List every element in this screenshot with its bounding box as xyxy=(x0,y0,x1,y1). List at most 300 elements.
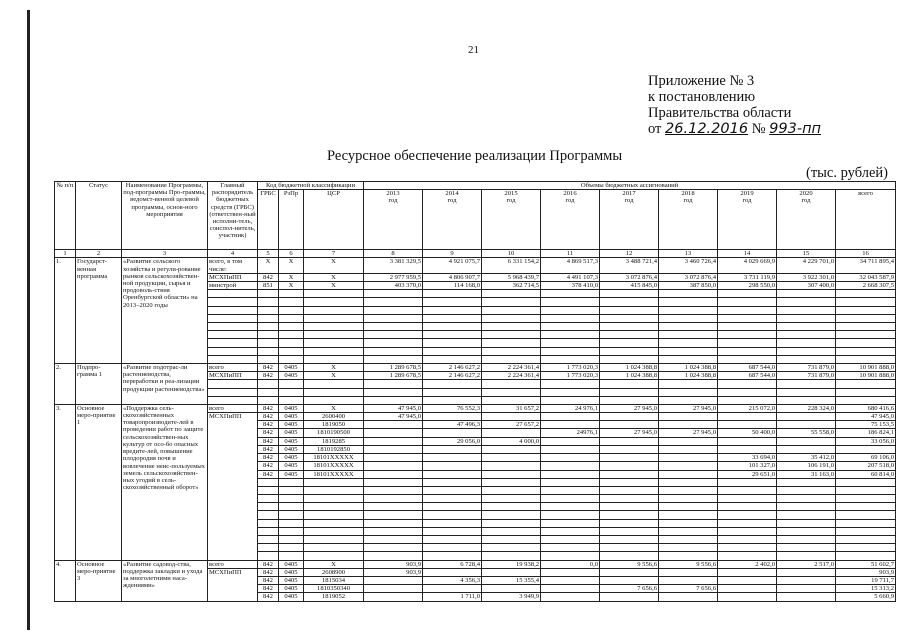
value-cell: 15 313,2 xyxy=(836,585,896,593)
empty-cell xyxy=(541,536,600,544)
column-number: 16 xyxy=(836,250,896,258)
year-value: 2016 xyxy=(563,190,577,198)
value-cell: 19 938,2 xyxy=(482,560,541,568)
empty-cell xyxy=(364,544,423,552)
empty-cell xyxy=(279,331,304,339)
empty-cell xyxy=(304,552,364,560)
value-cell xyxy=(777,437,836,445)
hdr-grbs-code: ГРБС xyxy=(258,190,279,250)
value-cell: 4 000,0 xyxy=(482,437,541,445)
value-cell: 680 416,6 xyxy=(836,404,896,412)
empty-cell xyxy=(541,511,600,519)
empty-cell xyxy=(600,511,659,519)
value-cell: 29 056,0 xyxy=(423,437,482,445)
value-cell xyxy=(777,585,836,593)
empty-cell xyxy=(777,544,836,552)
empty-cell xyxy=(258,388,279,396)
value-cell xyxy=(659,470,718,478)
value-cell xyxy=(659,576,718,584)
rzpr-code: 0405 xyxy=(279,576,304,584)
empty-cell xyxy=(482,388,541,396)
value-cell: 2 224 361,4 xyxy=(482,372,541,380)
csr-code: 2600400 xyxy=(304,413,364,421)
value-cell: 9 556,6 xyxy=(600,560,659,568)
empty-cell xyxy=(423,495,482,503)
value-cell: 2 146 627,2 xyxy=(423,363,482,371)
grbs-code: 842 xyxy=(258,593,279,601)
value-cell xyxy=(423,470,482,478)
value-cell: 1 024 388,8 xyxy=(600,363,659,371)
empty-cell xyxy=(659,380,718,388)
csr-code: 18101XXXXX xyxy=(304,462,364,470)
hdr-year xyxy=(423,190,482,250)
empty-cell xyxy=(364,331,423,339)
empty-cell xyxy=(600,322,659,330)
value-cell: 378 410,0 xyxy=(541,282,600,290)
empty-cell xyxy=(718,331,777,339)
column-number: 4 xyxy=(208,250,258,258)
empty-cell xyxy=(279,486,304,494)
empty-cell xyxy=(541,527,600,535)
sec1-row xyxy=(55,258,896,273)
value-cell: 2 224 361,4 xyxy=(482,363,541,371)
empty-cell xyxy=(600,486,659,494)
csr-code: 18101XXXXX xyxy=(304,454,364,462)
value-cell xyxy=(659,445,718,453)
year-unit: год xyxy=(565,197,575,205)
value-cell: 4 869 517,3 xyxy=(541,258,600,273)
value-cell xyxy=(600,445,659,453)
value-cell: 387 850,0 xyxy=(659,282,718,290)
value-cell: 27 945,0 xyxy=(659,404,718,412)
empty-cell xyxy=(836,347,896,355)
grbs-code: 842 xyxy=(258,372,279,380)
rzpr-code: 0405 xyxy=(279,437,304,445)
empty-cell xyxy=(258,314,279,322)
hdr-year xyxy=(541,190,600,250)
empty-cell xyxy=(258,495,279,503)
empty-cell xyxy=(482,486,541,494)
value-cell xyxy=(659,421,718,429)
value-cell: 31 657,2 xyxy=(482,404,541,412)
sec2-status: Подпро-грамма 1 xyxy=(76,363,122,404)
handwritten-number: 993-пп xyxy=(769,121,822,137)
grbs-code: 851 xyxy=(258,282,279,290)
rzpr-code: 0405 xyxy=(279,593,304,601)
empty-cell xyxy=(718,298,777,306)
empty-cell xyxy=(423,552,482,560)
sec1-status: Государст-венная программа xyxy=(76,258,122,364)
hdr-year xyxy=(777,190,836,250)
empty-cell xyxy=(423,503,482,511)
value-cell xyxy=(423,445,482,453)
sec3-grbs-total: всего xyxy=(208,404,258,412)
empty-cell xyxy=(659,306,718,314)
empty-cell xyxy=(777,298,836,306)
value-cell: 3 922 301,0 xyxy=(777,273,836,281)
empty-cell xyxy=(304,339,364,347)
empty-cell xyxy=(777,503,836,511)
value-cell xyxy=(423,429,482,437)
value-cell: 2 517,0 xyxy=(777,560,836,568)
sec1-num: 1. xyxy=(55,258,76,364)
value-cell xyxy=(718,445,777,453)
value-cell: 298 550,0 xyxy=(718,282,777,290)
empty-cell xyxy=(482,290,541,298)
empty-cell xyxy=(304,380,364,388)
value-cell xyxy=(423,462,482,470)
grbs-code: 842 xyxy=(258,273,279,281)
grbs-code: 842 xyxy=(258,454,279,462)
year-unit: год xyxy=(447,197,457,205)
empty-cell xyxy=(718,486,777,494)
empty-cell xyxy=(600,314,659,322)
grbs-code: 842 xyxy=(258,404,279,412)
appendix-date-line xyxy=(648,121,821,137)
column-number: 9 xyxy=(423,250,482,258)
empty-cell xyxy=(836,314,896,322)
value-cell xyxy=(423,413,482,421)
hdr-rzpr: РзПр xyxy=(279,190,304,250)
year-value: 2018 xyxy=(681,190,695,198)
empty-cell xyxy=(304,331,364,339)
sec2-num: 2. xyxy=(55,363,76,404)
grbs-label: всего xyxy=(208,363,258,371)
empty-cell xyxy=(541,339,600,347)
value-cell: 34 711 895,4 xyxy=(836,258,896,273)
value-cell xyxy=(364,445,423,453)
value-cell: 731 879,0 xyxy=(777,363,836,371)
hdr-status: Статус xyxy=(76,182,122,250)
handwritten-date: 26.12.2016 xyxy=(665,121,749,137)
value-cell: 24 976,1 xyxy=(541,404,600,412)
empty-cell xyxy=(718,306,777,314)
empty-cell xyxy=(541,552,600,560)
value-cell xyxy=(482,413,541,421)
sec3-status: Основное меро-приятие 1 xyxy=(76,404,122,560)
empty-cell xyxy=(718,339,777,347)
year-unit: год xyxy=(506,197,516,205)
empty-cell xyxy=(208,331,258,339)
column-number: 6 xyxy=(279,250,304,258)
value-cell: 903,9 xyxy=(364,568,423,576)
value-cell: 47 945,0 xyxy=(364,404,423,412)
empty-cell xyxy=(541,495,600,503)
sec3-num: 3. xyxy=(55,404,76,560)
value-cell: 27 657,2 xyxy=(482,421,541,429)
empty-cell xyxy=(364,536,423,544)
value-cell: 3 072 876,4 xyxy=(600,273,659,281)
value-cell xyxy=(600,413,659,421)
empty-cell xyxy=(600,478,659,486)
empty-cell xyxy=(423,306,482,314)
empty-cell xyxy=(718,388,777,396)
empty-cell xyxy=(659,495,718,503)
empty-cell xyxy=(659,519,718,527)
empty-cell xyxy=(258,536,279,544)
empty-cell xyxy=(304,519,364,527)
value-cell: 10 901 888,0 xyxy=(836,363,896,371)
value-cell: 1 289 678,5 xyxy=(364,372,423,380)
rzpr-code: 0405 xyxy=(279,470,304,478)
value-cell: 1 289 678,5 xyxy=(364,363,423,371)
value-cell xyxy=(482,585,541,593)
empty-cell xyxy=(482,396,541,404)
empty-cell xyxy=(836,331,896,339)
value-cell xyxy=(364,429,423,437)
empty-cell xyxy=(279,339,304,347)
empty-cell xyxy=(659,486,718,494)
value-cell: 31 163,0 xyxy=(777,470,836,478)
empty-cell xyxy=(718,544,777,552)
empty-cell xyxy=(258,519,279,527)
hdr-total: всего xyxy=(836,190,896,250)
csr-code: 1810190500 xyxy=(304,429,364,437)
empty-cell xyxy=(304,536,364,544)
value-cell: 29 651,0 xyxy=(718,470,777,478)
grbs-code: Х xyxy=(258,258,279,273)
empty-cell xyxy=(836,503,896,511)
empty-cell xyxy=(258,298,279,306)
value-cell: 24976,1 xyxy=(541,429,600,437)
year-value: 2014 xyxy=(445,190,459,198)
empty-cell xyxy=(208,380,258,388)
appendix-line-3: Правительства области xyxy=(648,105,792,121)
value-cell xyxy=(659,568,718,576)
empty-cell xyxy=(482,503,541,511)
empty-cell xyxy=(777,519,836,527)
grbs-code: 842 xyxy=(258,429,279,437)
value-cell: 114 168,0 xyxy=(423,282,482,290)
empty-cell xyxy=(423,298,482,306)
empty-cell xyxy=(836,478,896,486)
empty-cell xyxy=(777,486,836,494)
empty-cell xyxy=(304,290,364,298)
empty-cell xyxy=(718,527,777,535)
csr-code: Х xyxy=(304,258,364,273)
empty-cell xyxy=(600,552,659,560)
empty-cell xyxy=(423,536,482,544)
empty-cell xyxy=(659,478,718,486)
value-cell xyxy=(364,421,423,429)
empty-cell xyxy=(659,388,718,396)
empty-cell xyxy=(279,495,304,503)
value-cell xyxy=(541,462,600,470)
empty-cell xyxy=(836,536,896,544)
empty-cell xyxy=(659,552,718,560)
empty-cell xyxy=(836,486,896,494)
empty-cell xyxy=(541,314,600,322)
csr-code: 1819285 xyxy=(304,437,364,445)
empty-cell xyxy=(777,322,836,330)
value-cell: 2 977 959,5 xyxy=(364,273,423,281)
hdr-volumes-group: Объемы бюджетных ассигнований xyxy=(364,182,896,190)
empty-cell xyxy=(482,355,541,363)
value-cell xyxy=(777,593,836,601)
value-cell xyxy=(718,585,777,593)
column-number: 5 xyxy=(258,250,279,258)
sec4-grbs-total: всего xyxy=(208,560,258,568)
column-number: 12 xyxy=(600,250,659,258)
empty-cell xyxy=(364,552,423,560)
empty-cell xyxy=(258,331,279,339)
number-prefix: № xyxy=(751,121,766,137)
empty-cell xyxy=(364,339,423,347)
value-cell: 5 968 439,7 xyxy=(482,273,541,281)
value-cell xyxy=(718,413,777,421)
empty-cell xyxy=(777,380,836,388)
value-cell: 19 711,7 xyxy=(836,576,896,584)
value-cell: 27 945,0 xyxy=(600,429,659,437)
empty-cell xyxy=(208,290,258,298)
hdr-year xyxy=(482,190,541,250)
empty-cell xyxy=(279,347,304,355)
sec3-name: «Поддержка сель-скохозяйственных товаропроизводите-лей в проведении работ по защите сельскохозяйствен-ных культур от осо-бо опасных вредите-лей, повышение плодородия почв и вовлечение неис-пользуемых земель сельскохозяйствен-ных угодий в сель-скохозяйственный оборот» xyxy=(122,404,208,560)
value-cell xyxy=(541,568,600,576)
value-cell xyxy=(718,593,777,601)
empty-cell xyxy=(304,355,364,363)
grbs-code: 842 xyxy=(258,585,279,593)
value-cell: 3 381 329,5 xyxy=(364,258,423,273)
hdr-grbs: Главный распорядитель бюджетных средств (ГРБС) (ответствен-ный исполни-тель, соиспол-нитель, участник) xyxy=(208,182,258,250)
value-cell xyxy=(659,462,718,470)
value-cell xyxy=(600,421,659,429)
value-cell: 27 945,0 xyxy=(659,429,718,437)
empty-cell xyxy=(836,298,896,306)
empty-cell xyxy=(258,503,279,511)
value-cell xyxy=(541,437,600,445)
empty-cell xyxy=(304,495,364,503)
empty-cell xyxy=(423,347,482,355)
empty-cell xyxy=(482,478,541,486)
sec3-grbs-org: МСХПиПП xyxy=(208,413,258,561)
value-cell xyxy=(718,576,777,584)
value-cell: 7 656,6 xyxy=(659,585,718,593)
value-cell: 4 806 907,7 xyxy=(423,273,482,281)
empty-cell xyxy=(258,552,279,560)
empty-cell xyxy=(659,544,718,552)
value-cell xyxy=(600,576,659,584)
rzpr-code: Х xyxy=(279,258,304,273)
empty-cell xyxy=(279,511,304,519)
empty-cell xyxy=(304,298,364,306)
value-cell xyxy=(541,470,600,478)
value-cell: 7 656,6 xyxy=(600,585,659,593)
empty-cell xyxy=(836,519,896,527)
empty-cell xyxy=(279,544,304,552)
hdr-year xyxy=(364,190,423,250)
empty-cell xyxy=(482,339,541,347)
value-cell xyxy=(718,568,777,576)
empty-cell xyxy=(482,380,541,388)
empty-cell xyxy=(208,339,258,347)
empty-cell xyxy=(718,322,777,330)
empty-cell xyxy=(600,388,659,396)
rzpr-code: 0405 xyxy=(279,421,304,429)
value-cell xyxy=(364,470,423,478)
hdr-year xyxy=(600,190,659,250)
value-cell xyxy=(364,585,423,593)
empty-cell xyxy=(208,306,258,314)
csr-code: 1810350340 xyxy=(304,585,364,593)
value-cell xyxy=(482,454,541,462)
empty-cell xyxy=(279,314,304,322)
empty-cell xyxy=(208,314,258,322)
sec2-name: «Развитие подотрас-ли растениеводства, переработки и реа-лизации продукции растениеводства» xyxy=(122,363,208,404)
empty-cell xyxy=(600,519,659,527)
grbs-code: 842 xyxy=(258,568,279,576)
rzpr-code: Х xyxy=(279,282,304,290)
column-number-row xyxy=(55,250,896,258)
sec4-status: Основное меро-приятие 3 xyxy=(76,560,122,601)
value-cell: 6 331 154,2 xyxy=(482,258,541,273)
value-cell: 1 711,0 xyxy=(423,593,482,601)
value-cell: 2 668 307,5 xyxy=(836,282,896,290)
value-cell xyxy=(541,445,600,453)
value-cell xyxy=(541,454,600,462)
grbs-label: всего, в том числе: xyxy=(208,258,258,273)
value-cell: 50 400,0 xyxy=(718,429,777,437)
empty-cell xyxy=(208,396,258,404)
value-cell xyxy=(777,576,836,584)
empty-cell xyxy=(304,314,364,322)
grbs-code: 842 xyxy=(258,445,279,453)
column-number: 7 xyxy=(304,250,364,258)
grbs-code: 842 xyxy=(258,363,279,371)
empty-cell xyxy=(423,388,482,396)
value-cell xyxy=(659,437,718,445)
empty-cell xyxy=(659,314,718,322)
empty-cell xyxy=(208,355,258,363)
value-cell: 903,9 xyxy=(836,568,896,576)
value-cell: 75 153,5 xyxy=(836,421,896,429)
empty-cell xyxy=(423,339,482,347)
empty-cell xyxy=(777,552,836,560)
empty-cell xyxy=(258,355,279,363)
empty-cell xyxy=(258,527,279,535)
year-unit: год xyxy=(624,197,634,205)
empty-cell xyxy=(718,396,777,404)
empty-cell xyxy=(718,380,777,388)
empty-cell xyxy=(482,511,541,519)
empty-cell xyxy=(304,503,364,511)
value-cell: 76 552,3 xyxy=(423,404,482,412)
value-cell: 9 556,6 xyxy=(659,560,718,568)
value-cell: 55 558,0 xyxy=(777,429,836,437)
empty-cell xyxy=(279,290,304,298)
sec4-grbs-org: МСХПиПП xyxy=(208,568,258,601)
year-unit: год xyxy=(801,197,811,205)
empty-cell xyxy=(279,322,304,330)
empty-cell xyxy=(541,306,600,314)
empty-cell xyxy=(659,322,718,330)
value-cell: 47 945,0 xyxy=(836,413,896,421)
empty-cell xyxy=(659,298,718,306)
empty-cell xyxy=(423,322,482,330)
hdr-csr: ЦСР xyxy=(304,190,364,250)
value-cell: 10 901 888,0 xyxy=(836,372,896,380)
empty-cell xyxy=(423,486,482,494)
csr-code: 18101XXXXX xyxy=(304,470,364,478)
csr-code: Х xyxy=(304,404,364,412)
empty-cell xyxy=(718,314,777,322)
empty-cell xyxy=(836,306,896,314)
empty-cell xyxy=(718,495,777,503)
empty-cell xyxy=(364,322,423,330)
empty-cell xyxy=(258,306,279,314)
value-cell: 60 814,0 xyxy=(836,470,896,478)
value-cell: 1 024 388,8 xyxy=(659,363,718,371)
